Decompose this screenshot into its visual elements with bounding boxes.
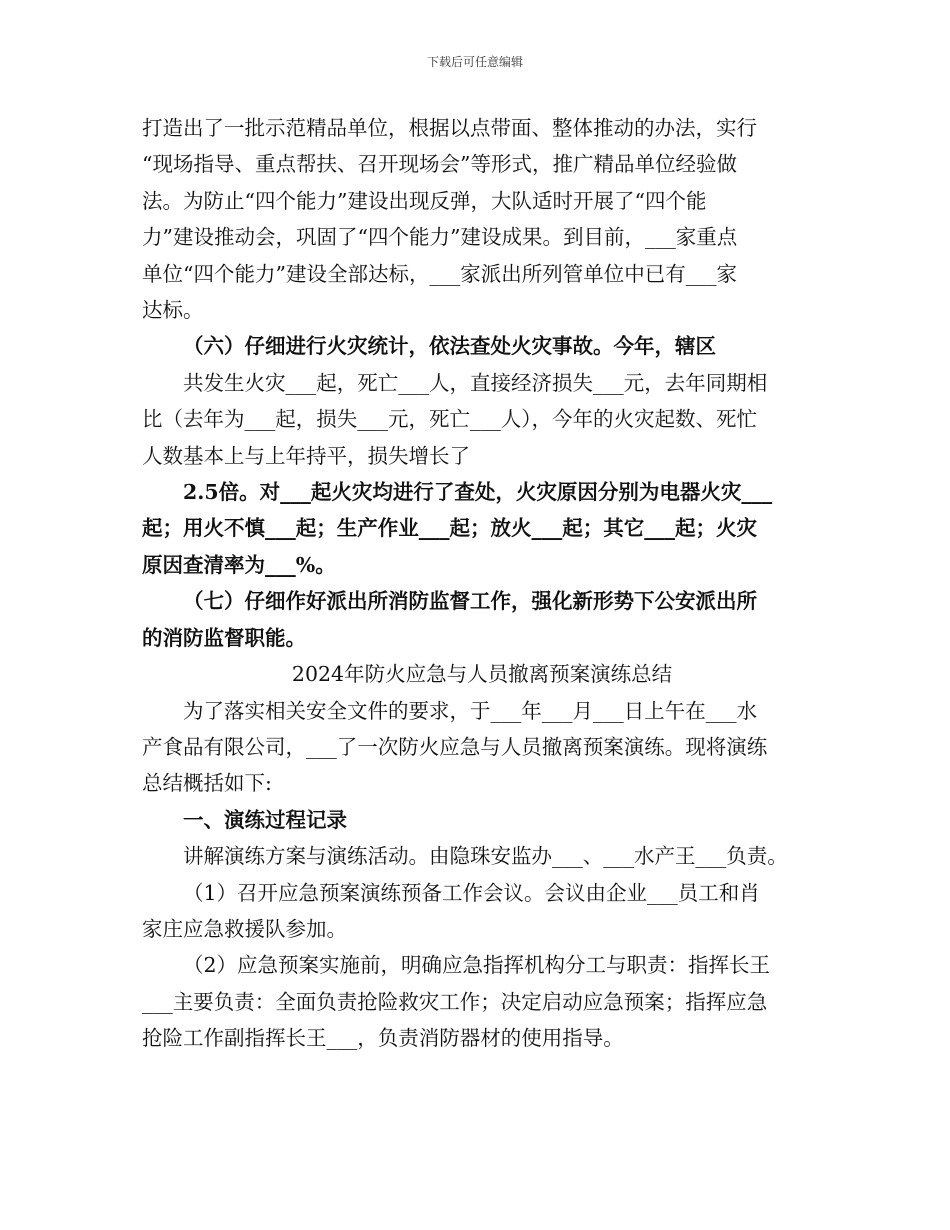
paragraph-line: 人数基本上与上年持平，损失增长了 (142, 443, 470, 468)
document-body (142, 110, 822, 1057)
paragraph-line: 比（去年为___起，损失___元，死亡___人），今年的火灾起数、死忙 (142, 407, 757, 432)
section-heading-7: （七）仔细作好派出所消防监督工作，强化新形势下公安派出所 (183, 589, 757, 614)
paragraph-line: 达标。 (142, 298, 204, 323)
paragraph-line: ___主要负责：全面负责抢险救灾工作；决定启动应急预案；指挥应急 (142, 989, 768, 1014)
paragraph-line: 抢险工作副指挥长王___，负责消防器材的使用指导。 (142, 1026, 624, 1051)
paragraph-line: “现场指导、重点帮扶、召开现场会”等形式，推广精品单位经验做 (142, 152, 737, 177)
paragraph-line: 2.5倍。对___起火灾均进行了查处，火灾原因分别为电器火灾___ (183, 480, 773, 505)
paragraph-line: 讲解演练方案与演练活动。由隐珠安监办___、___水产王___负责。 (183, 844, 788, 869)
section-heading-6: （六）仔细进行火灾统计，依法查处火灾事故。今年，辖区 (183, 334, 716, 359)
section-heading-one: 一、演练过程记录 (183, 807, 347, 832)
paragraph-line: 产食品有限公司，___了一次防火应急与人员撤离预案演练。现将演练 (142, 734, 768, 759)
paragraph-line: 打造出了一批示范精品单位，根据以点带面、整体推动的办法，实行 (142, 116, 757, 140)
paragraph-line: 原因查清率为___%。 (142, 552, 336, 577)
paragraph-line: 共发生火灾___起，死亡___人，直接经济损失___元，去年同期相 (183, 370, 768, 395)
paragraph-line: 总结概括如下: (142, 771, 272, 796)
document-title: 2024年防火应急与人员撤离预案演练总结 (291, 662, 673, 687)
paragraph-line: 法。为防止“四个能力”建设出现反弹，大队适时开展了“四个能 (142, 188, 707, 213)
paragraph-line: （1）召开应急预案演练预备工作会议。会议由企业___员工和肖 (183, 880, 760, 905)
paragraph-line: 力”建设推动会，巩固了“四个能力”建设成果。到目前，___家重点 (142, 225, 738, 250)
page-header: 下载后可任意编辑 (426, 55, 523, 69)
paragraph-line: 的消防监督职能。 (142, 625, 306, 650)
paragraph-line: 家庄应急救援队参加。 (142, 916, 347, 941)
paragraph-line: 单位“四个能力”建设全部达标，___家派出所列管单位中已有___家 (142, 261, 737, 286)
paragraph-line: （2）应急预案实施前，明确应急指挥机构分工与职责：指挥长王 (183, 953, 771, 978)
paragraph-line: 起；用火不慎___起；生产作业___起；放火___起；其它___起；火灾 (142, 516, 757, 541)
paragraph-line: 为了落实相关安全文件的要求，于___年___月___日上午在___水 (183, 698, 757, 723)
